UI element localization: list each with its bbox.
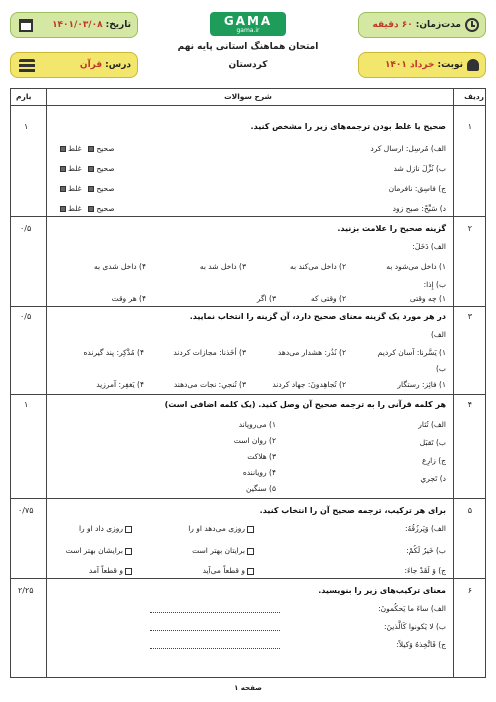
logo-text: GAMA (223, 13, 273, 28)
q3-b-opt[interactable]: ۳) تُنجي: نجات می‌دهند (173, 380, 246, 389)
date-value: ۱۴۰۱/۰۳/۰۸ (52, 20, 103, 30)
q3-b-opt[interactable]: ۱) فائِز: رستگار (397, 380, 446, 389)
q5-option[interactable]: برایتان بهتر است (192, 546, 256, 555)
q1-item: ج) فاسِق: نافرمان (388, 184, 446, 193)
q6-score: ۲/۲۵ (18, 586, 34, 595)
q1-num: ۱ (467, 122, 472, 131)
q1-item: الف) مُرسِل: ارسال کرد (370, 144, 446, 153)
q5-title: برای هر ترکیب، ترجمه صحیح آن را انتخاب کنید. (259, 506, 446, 515)
q4-word: د) تَجري (420, 474, 446, 483)
province: کردستان (228, 60, 268, 70)
wrong-checkbox[interactable] (60, 146, 66, 152)
q2-title: گزینه صحیح را علامت بزنید. (337, 224, 446, 233)
page-number: صفحه ۱ (234, 684, 262, 692)
q1-score: ۱ (24, 122, 29, 131)
wrong-checkbox[interactable] (60, 206, 66, 212)
q6-item: ج) فَاتَّخِذهُ وَکیلاً: (396, 640, 446, 649)
q2-a-opt[interactable]: ۲) داخل می‌کند به (290, 262, 346, 271)
q6-item: الف) ساءَ ما یَحکُمونَ: (378, 604, 446, 613)
q2-b-label: ب) إِذا: (423, 280, 446, 289)
header-row: ردیف (464, 92, 484, 101)
q5-label: ب) خَیرٌ لَکُمْ: (406, 546, 446, 555)
gama-logo (210, 12, 286, 36)
q5-num: ۵ (467, 506, 472, 515)
option-checkbox[interactable] (247, 526, 254, 533)
q4-meaning: ۲) روان است (233, 436, 276, 445)
q6-item: ب) لا یَکونوا کَالَّذینَ: (384, 622, 446, 631)
q4-num: ۴ (467, 400, 472, 409)
logo-sub: gama.ir (236, 26, 260, 34)
q6-answer-line[interactable] (150, 648, 280, 649)
correct-checkbox[interactable] (88, 186, 94, 192)
q2-a-opt[interactable]: ۱) داخل می‌شود به (386, 262, 446, 271)
q2-a-opt[interactable]: ۴) داخل شدی به (93, 262, 146, 271)
q4-word: ج) زارِع (422, 456, 446, 465)
q4-score: ۱ (24, 400, 29, 409)
q2-b-opt[interactable]: ۳) اگر (256, 294, 276, 303)
q5-score: ۰/۷۵ (18, 506, 34, 515)
q2-a-opt[interactable]: ۳) داخل شد به (199, 262, 246, 271)
q2-a-label: الف) دَخَلَ: (412, 242, 446, 251)
wrong-checkbox[interactable] (60, 186, 66, 192)
bell-icon (467, 59, 479, 71)
q4-meaning: ۳) هلاکت (247, 452, 276, 461)
q3-num: ۳ (467, 312, 472, 321)
date-label: تاریخ: (105, 20, 131, 30)
q6-title: معنای ترکیب‌های زیر را بنویسید. (318, 586, 446, 595)
q2-num: ۲ (467, 224, 472, 233)
q3-score: ۰/۵ (20, 312, 32, 321)
calendar-icon (19, 19, 33, 32)
subject-label: درس: (105, 60, 131, 70)
q4-word: الف) تُثار (418, 420, 446, 429)
duration-label: مدت‌زمان: (415, 20, 461, 30)
turn-value: خرداد ۱۴۰۱ (384, 60, 435, 70)
duration-pill (358, 12, 486, 38)
clock-icon (465, 18, 479, 32)
option-checkbox[interactable] (125, 568, 132, 575)
option-checkbox[interactable] (125, 526, 132, 533)
subject-value: قرآن (79, 60, 103, 70)
q1-options[interactable]: صحیح غلط (58, 204, 115, 213)
subject-pill (10, 52, 138, 78)
q1-options[interactable]: صحیح غلط (58, 164, 115, 173)
q1-item: د) سَبِّحْ: صبح زود (392, 204, 446, 213)
q3-b-opt[interactable]: ۴) یَغفِر: آمرزید (96, 380, 144, 389)
option-checkbox[interactable] (247, 548, 254, 555)
q5-option[interactable]: و قطعاً آمد (89, 566, 134, 575)
q6-answer-line[interactable] (150, 630, 280, 631)
option-checkbox[interactable] (247, 568, 254, 575)
correct-checkbox[interactable] (88, 146, 94, 152)
q4-meaning: ۵) سنگین (245, 484, 276, 493)
q3-a-opt[interactable]: ۳) أخَذنا: مجازات کردند (173, 348, 246, 357)
turn-pill (358, 52, 486, 78)
q4-meaning: ۴) رویاننده (242, 468, 276, 477)
q4-meaning: ۱) می‌رویاند (238, 420, 276, 429)
q3-title: در هر مورد یک گزینه معنای صحیح دارد، آن گزینه را انتخاب نمایید. (189, 312, 446, 321)
q3-a-opt[interactable]: ۱) یَسَّرنا: آسان کردیم (377, 348, 446, 357)
q2-score: ۰/۵ (20, 224, 32, 233)
correct-checkbox[interactable] (88, 206, 94, 212)
q5-option[interactable]: روزی می‌دهد او را (188, 524, 256, 533)
header-desc: شرح سوالات (224, 92, 272, 101)
option-checkbox[interactable] (125, 548, 132, 555)
header-score: بارم (16, 92, 32, 101)
q3-b-label: ب) (436, 364, 446, 373)
q5-option[interactable]: روزی داد او را (79, 524, 134, 533)
date-pill (10, 12, 138, 38)
q6-answer-line[interactable] (150, 612, 280, 613)
exam-title: امتحان هماهنگ استانی پایه نهم (177, 42, 319, 52)
q6-num: ۶ (467, 586, 472, 595)
q2-b-opt[interactable]: ۲) وقتی که (310, 294, 346, 303)
q3-a-opt[interactable]: ۴) مُدَّکِر: پند گیرنده (83, 348, 144, 357)
q5-label: الف) وَیَرزُقُهُ: (404, 524, 446, 533)
q2-b-opt[interactable]: ۴) هر وقت (111, 294, 146, 303)
wrong-checkbox[interactable] (60, 166, 66, 172)
q4-word: ب) تَقبَل (419, 438, 446, 447)
q1-options[interactable]: صحیح غلط (58, 144, 115, 153)
q3-b-opt[interactable]: ۲) تُجاهِدونَ: جهاد کردند (272, 380, 346, 389)
q4-title: هر کلمه قرآنی را به ترجمه صحیح آن وصل کنید. (یک کلمه اضافی است) (164, 400, 446, 409)
correct-checkbox[interactable] (88, 166, 94, 172)
books-icon (19, 59, 35, 73)
q5-option[interactable]: برایشان بهتر است (66, 546, 134, 555)
q5-label: ج) وَ لَقَدْ جاءَ: (404, 566, 446, 575)
q1-options[interactable]: صحیح غلط (58, 184, 115, 193)
duration-value: ۶۰ دقیقه (372, 20, 413, 30)
q3-a-label: الف) (430, 330, 446, 339)
q5-option[interactable]: و قطعاً می‌آید (203, 566, 256, 575)
q3-a-opt[interactable]: ۲) نُذُر: هشدار می‌دهد (277, 348, 346, 357)
q1-item: ب) نُزِّلَ نازل شد (393, 164, 446, 173)
turn-label: نوبت: (437, 60, 463, 70)
q2-b-opt[interactable]: ۱) چه وقتی (409, 294, 446, 303)
q1-title: صحیح یا غلط بودن ترجمه‌های زیر را مشخص کنید. (250, 122, 446, 131)
